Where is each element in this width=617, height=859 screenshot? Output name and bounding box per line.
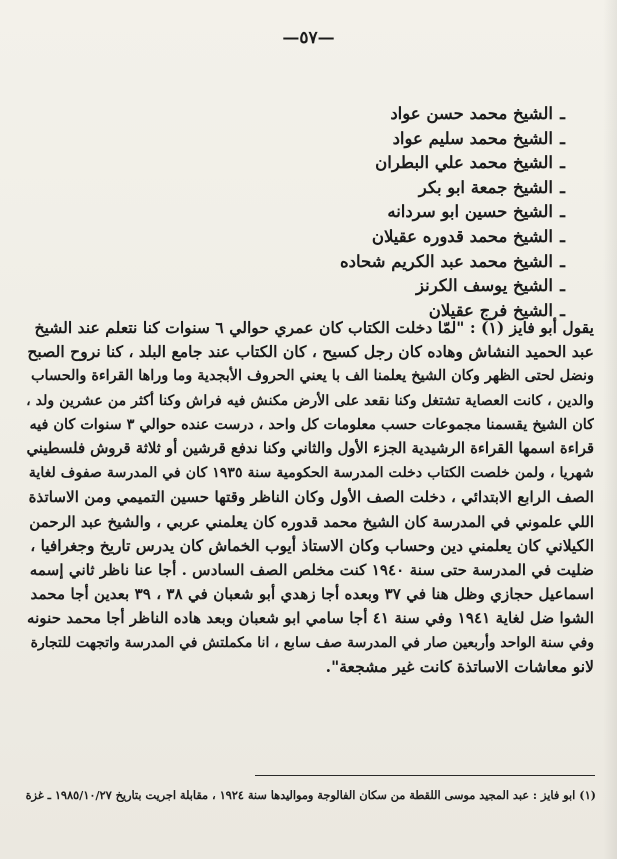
- body-line: لانو معاشات الاساتذة كانت غير مشجعة".: [325, 656, 594, 676]
- sheikh-name: الشيخ محمد سليم عواد: [392, 128, 553, 148]
- body-line: اللي علموني في المدرسة كان الشيخ محمد قدوره كان يعلمني عربي ، والشيخ عبد الرحمن: [29, 512, 594, 531]
- page-number: —٥٧—: [282, 28, 335, 48]
- sheikh-name: الشيخ محمد قدوره عقيلان: [371, 226, 553, 246]
- sheikh-name: الشيخ فرج عقيلان: [428, 300, 553, 320]
- list-item: [165, 102, 565, 127]
- body-line: اسماعيل حجازي وظل هنا في ٣٧ وبعده أجا زهدي أبو شعبان في ٣٨ ، ٣٩ بعدين أجا محمد: [30, 585, 594, 604]
- body-line: الشوا ضل لغاية ١٩٤١ وفي سنة ٤١ أجا سامي ابو شعبان وبعد هاده الناظر أجا محمد حنونه: [26, 609, 594, 628]
- list-dash: ـ: [560, 177, 565, 197]
- list-dash: ـ: [560, 104, 565, 123]
- list-item: [165, 274, 565, 299]
- body-line: الصف الرابع الابتدائي ، دخلت الصف الأول وكان الناظر وقتها حسين التميمي ومن الاساتذة: [28, 488, 594, 507]
- body-line: قراءة اسمها القراءة الرشيدية الجزء الأول والثاني وكنا ندفع قرشين أو ثلاثة قروش فلسطيني: [26, 440, 594, 458]
- sheikh-list: [165, 102, 565, 323]
- list-dash: ـ: [560, 202, 565, 222]
- sheikh-name: الشيخ جمعة ابو بكر: [418, 177, 553, 197]
- sheikh-name: الشيخ محمد حسن عواد: [390, 104, 553, 123]
- footnote: (١) ابو فايز : عبد المجيد موسى اللقطة من سكان الفالوجة ومواليدها سنة ١٩٢٤ ، مقابلة اجريت بتاريخ ١٩٨٥/١٠/٢٧ ـ غزة: [25, 788, 596, 802]
- page-edge-shadow: [603, 0, 617, 859]
- list-dash: ـ: [560, 153, 565, 173]
- body-line: شهريا ، ولمن خلصت الكتاب دخلت المدرسة الحكومية سنة ١٩٣٥ كان في المدرسة صفوف لغاية: [28, 465, 594, 482]
- sheikh-name: الشيخ محمد علي البطران: [375, 153, 553, 173]
- list-dash: ـ: [560, 226, 565, 246]
- list-item: [165, 176, 565, 201]
- body-line: وفي سنة الواحد وأربعين صار في المدرسة صف سابع ، انا مكملتش في المدرسة واتجهت للتجارة: [30, 634, 594, 651]
- body-paragraph: [24, 316, 594, 679]
- sheikh-name: الشيخ حسين ابو سردانه: [387, 202, 553, 222]
- body-line: يقول أبو فايز (١) : "لمّا دخلت الكتاب كان عمري حوالي ٦ سنوات كنا نتعلم عند الشيخ: [34, 318, 594, 337]
- list-item: [165, 127, 565, 152]
- body-line: كان الشيخ يقسمنا مجموعات حسب معلومات كل واحد ، درست عنده حوالي ٣ سنوات كان فيه: [29, 415, 594, 433]
- footnote-divider: [255, 775, 595, 776]
- list-dash: ـ: [560, 128, 565, 148]
- list-item: [165, 250, 565, 275]
- list-dash: ـ: [560, 300, 565, 320]
- list-item: [165, 225, 565, 250]
- list-item: [165, 200, 565, 225]
- sheikh-name: الشيخ محمد عبد الكريم شحاده: [339, 251, 553, 271]
- body-line: ضليت في المدرسة حتى سنة ١٩٤٠ كنت مخلص الصف السادس . أجا عنا ناظر ثاني إسمه: [29, 561, 594, 580]
- list-dash: ـ: [560, 251, 565, 271]
- body-line: عبد الحميد النشاش وهاده كان رجل كسيح ، كان الكتاب عند جامع البلد ، كنا نروح الصبح: [27, 342, 594, 362]
- list-item: [165, 151, 565, 176]
- list-dash: ـ: [560, 276, 565, 296]
- body-line: الكيلاني كان يعلمني دين وحساب وكان الاستاذ أيوب الخماش كان يدرس تاريخ وجغرافيا ،: [30, 536, 594, 555]
- sheikh-name: الشيخ يوسف الكرنز: [416, 276, 553, 296]
- body-line: ونضل لحتى الظهر وكان الشيخ يعلمنا الف با يعني الحروف الأبجدية وما وراها القراءة والحساب: [30, 367, 594, 385]
- body-line: والدين ، كانت العصاية تشتغل وكنا نقعد على الأرض مكنش فيه فراش وكنا أكثر من عشرين ولد ،: [26, 392, 594, 409]
